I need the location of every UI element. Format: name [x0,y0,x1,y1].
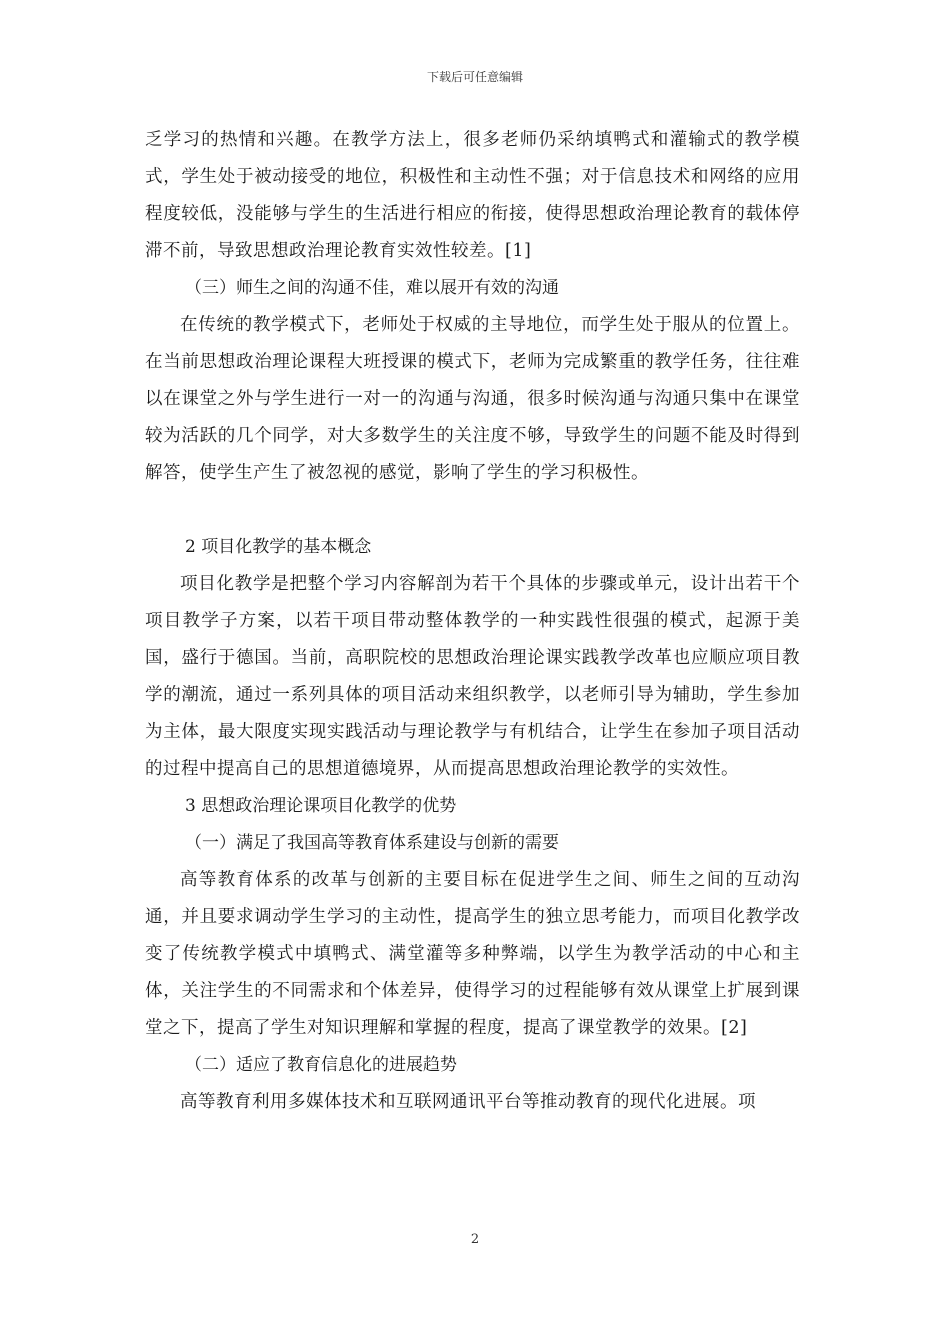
section-heading-2: 2 项目化教学的基本概念 [185,537,372,557]
paragraph-5: 高等教育利用多媒体技术和互联网通讯平台等推动教育的现代化进展。项 [180,1092,756,1112]
page-header: 下载后可任意编辑 [426,70,523,84]
paragraph-4: 高等教育体系的改革与创新的主要目标在促进学生之间、师生之间的互动沟通，并且要求调动学生学习的主动性，提高学生的独立思考能力，而项目化教学改变了传统教学模式中填鸭式、满堂灌等多种弊端，以学生为教学活动的中心和主体，关注学生的不同需求和个体差异，使得学习的过程能够有效从课堂上扩展到课堂之下，提高了学生对知识理解和掌握的程度，提高了课堂教学的效果。[2] [145,870,800,1038]
section-heading-3: 3 思想政治理论课项目化教学的优势 [185,796,457,816]
paragraph-1: 乏学习的热情和兴趣。在教学方法上，很多老师仍采纳填鸭式和灌输式的教学模式，学生处于被动接受的地位，积极性和主动性不强；对于信息技术和网络的应用程度较低，没能够与学生的生活进行相应的衔接，使得思想政治理论教育的载体停滞不前，导致思想政治理论教育实效性较差。[1] [145,130,800,261]
section-heading-3-3: （三）师生之间的沟通不佳，难以展开有效的沟通 [185,278,559,298]
section-heading-3-1: （一）满足了我国高等教育体系建设与创新的需要 [185,833,559,853]
blank-line [145,492,800,529]
section-heading-3-2: （二）适应了教育信息化的进展趋势 [185,1055,457,1075]
paragraph-2: 在传统的教学模式下，老师处于权威的主导地位，而学生处于服从的位置上。在当前思想政治理论课程大班授课的模式下，老师为完成繁重的教学任务，往往难以在课堂之外与学生进行一对一的沟通与沟通，很多时候沟通与沟通只集中在课堂较为活跃的几个同学，对大多数学生的关注度不够，导致学生的问题不能及时得到解答，使学生产生了被忽视的感觉，影响了学生的学习积极性。 [145,315,800,483]
page-number: 2 [470,1232,480,1247]
paragraph-3: 项目化教学是把整个学习内容解剖为若干个具体的步骤或单元，设计出若干个项目教学子方案，以若干项目带动整体教学的一种实践性很强的模式，起源于美国，盛行于德国。当前，高职院校的思想政治理论课实践教学改革也应顺应项目教学的潮流，通过一系列具体的项目活动来组织教学，以老师引导为辅助，学生参加为主体，最大限度实现实践活动与理论教学与有机结合，让学生在参加子项目活动的过程中提高自己的思想道德境界，从而提高思想政治理论教学的实效性。 [145,574,800,779]
page-body [145,122,800,1121]
